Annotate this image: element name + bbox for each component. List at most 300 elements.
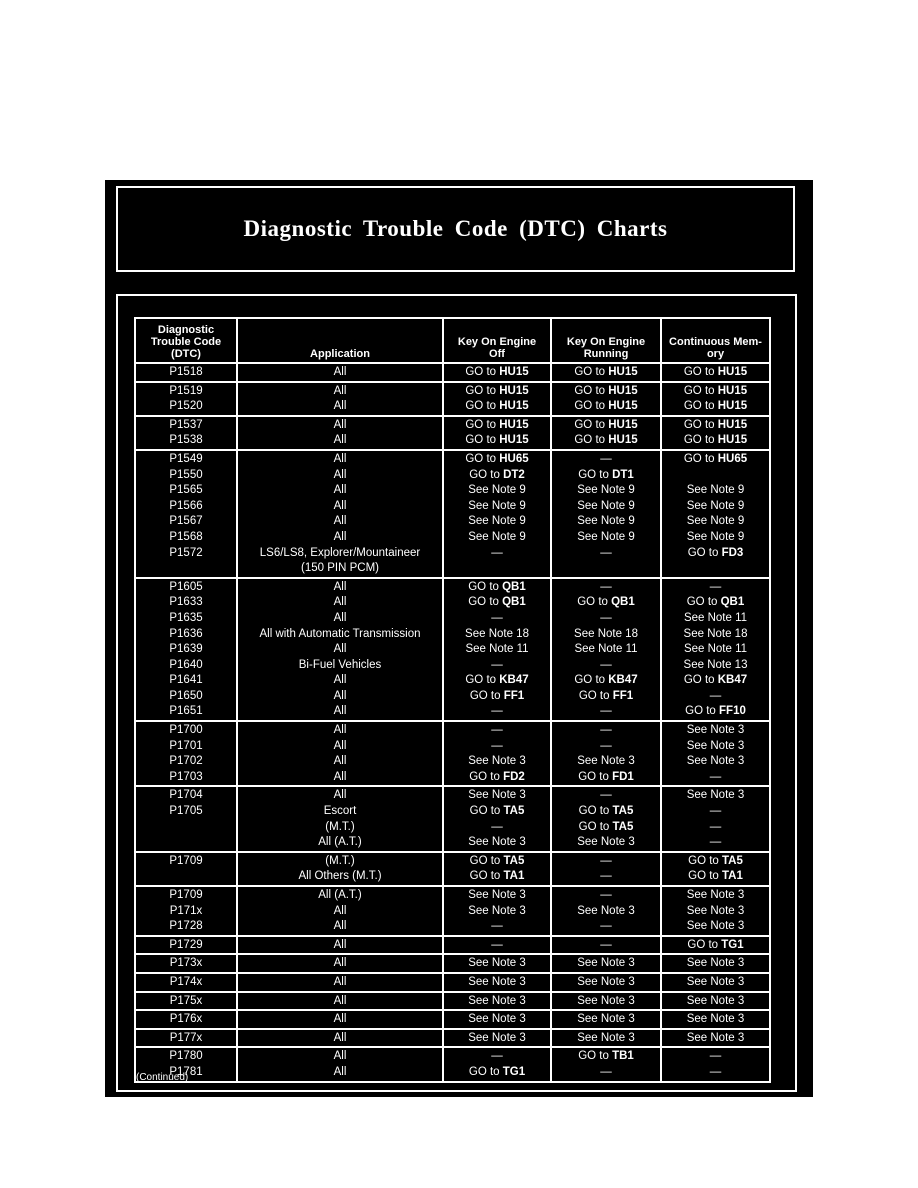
continuous-memory-cell: See Note 9 — [661, 499, 770, 515]
application-cell: All — [237, 1047, 443, 1065]
table-row — [135, 673, 770, 689]
continuous-memory-cell: See Note 3 — [661, 919, 770, 936]
go-to-label: GO to — [469, 689, 504, 702]
dtc-code-cell: P1537 — [135, 416, 237, 434]
header-koeo — [443, 318, 551, 363]
dtc-code-cell: P176x — [135, 1010, 237, 1029]
koer-cell: — — [551, 919, 661, 936]
procedure-reference: HU15 — [608, 366, 638, 378]
dtc-group — [135, 1029, 770, 1048]
go-to-label: GO to — [574, 400, 609, 413]
application-cell: All — [237, 450, 443, 468]
application-cell: All — [237, 595, 443, 611]
go-to-label: GO to — [683, 674, 718, 687]
continuous-memory-cell: See Note 3 — [661, 786, 770, 804]
procedure-reference: FF1 — [503, 689, 525, 702]
koer-cell: — — [551, 658, 661, 674]
procedure-reference: DT1 — [612, 468, 634, 481]
koer-cell — [551, 595, 661, 611]
table-row — [135, 450, 770, 468]
table-row — [135, 770, 770, 787]
koer-cell: See Note 3 — [551, 835, 661, 852]
continuous-memory-cell: — — [661, 1065, 770, 1082]
header-continuous-memory — [661, 318, 770, 363]
procedure-reference: TG1 — [502, 1065, 526, 1078]
dtc-code-cell: P1520 — [135, 399, 237, 416]
continuous-memory-cell: See Note 9 — [661, 530, 770, 546]
go-to-label: GO to — [574, 384, 609, 397]
table-row — [135, 363, 770, 382]
go-to-label: GO to — [578, 820, 613, 833]
procedure-reference: HU65 — [717, 452, 748, 465]
application-cell: All — [237, 704, 443, 721]
application-cell: All Others (M.T.) — [237, 869, 443, 886]
koer-cell: See Note 9 — [551, 499, 661, 515]
koer-cell — [551, 468, 661, 484]
continuous-memory-cell: See Note 9 — [661, 483, 770, 499]
table-row — [135, 936, 770, 955]
koeo-cell: — — [443, 658, 551, 674]
koeo-cell: — — [443, 704, 551, 721]
procedure-reference: KB47 — [608, 674, 638, 687]
procedure-reference: HU15 — [499, 400, 529, 413]
application-cell: All — [237, 904, 443, 920]
dtc-code-cell: P1728 — [135, 919, 237, 936]
dtc-code-cell — [135, 835, 237, 852]
table-row — [135, 689, 770, 705]
header-koeo-line: Off — [489, 348, 505, 360]
continuous-memory-cell — [661, 595, 770, 611]
procedure-reference: TA1 — [722, 870, 743, 883]
table-row — [135, 658, 770, 674]
table-row — [135, 954, 770, 973]
continuous-memory-cell: — — [661, 689, 770, 705]
application-cell: All (A.T.) — [237, 835, 443, 852]
dtc-code-cell — [135, 869, 237, 886]
dtc-code-cell: P1705 — [135, 804, 237, 820]
dtc-code-cell: P1709 — [135, 886, 237, 904]
application-cell: All — [237, 689, 443, 705]
application-cell: All — [237, 363, 443, 382]
procedure-reference: KB47 — [717, 674, 748, 687]
koeo-cell: See Note 3 — [443, 754, 551, 770]
koeo-cell: — — [443, 820, 551, 836]
koer-cell: See Note 3 — [551, 1029, 661, 1048]
dtc-group — [135, 1047, 770, 1081]
koeo-cell: See Note 3 — [443, 973, 551, 992]
application-cell: LS6/LS8, Explorer/Mountaineer — [237, 546, 443, 562]
table-row — [135, 561, 770, 578]
application-cell: All — [237, 673, 443, 689]
table-row — [135, 1029, 770, 1048]
dtc-group — [135, 954, 770, 973]
koer-cell — [551, 433, 661, 450]
dtc-code-cell: P1538 — [135, 433, 237, 450]
procedure-reference: FF10 — [719, 705, 746, 718]
procedure-reference: TA5 — [503, 854, 525, 867]
continuous-memory-cell: See Note 13 — [661, 658, 770, 674]
procedure-reference: HU15 — [608, 434, 638, 447]
dtc-code-cell: P1781 — [135, 1065, 237, 1082]
application-cell: Bi-Fuel Vehicles — [237, 658, 443, 674]
application-cell: All — [237, 992, 443, 1011]
dtc-group — [135, 886, 770, 936]
go-to-label: GO to — [465, 400, 500, 413]
dtc-group — [135, 852, 770, 886]
procedure-reference: HU15 — [717, 400, 748, 413]
koer-cell — [551, 416, 661, 434]
continuous-memory-cell — [661, 382, 770, 400]
koer-cell: See Note 3 — [551, 954, 661, 973]
go-to-label: GO to — [469, 805, 504, 818]
go-to-label: GO to — [683, 418, 718, 431]
go-to-label: GO to — [574, 674, 609, 687]
dtc-code-cell: P177x — [135, 1029, 237, 1048]
table-row — [135, 886, 770, 904]
go-to-label: GO to — [465, 384, 500, 397]
koeo-cell: See Note 9 — [443, 483, 551, 499]
application-cell: All (A.T.) — [237, 886, 443, 904]
koer-cell: See Note 3 — [551, 973, 661, 992]
procedure-reference: HU15 — [499, 434, 529, 447]
koeo-cell: See Note 3 — [443, 992, 551, 1011]
application-cell: All — [237, 416, 443, 434]
koeo-cell: See Note 3 — [443, 886, 551, 904]
koeo-cell — [443, 689, 551, 705]
koeo-cell: See Note 3 — [443, 1010, 551, 1029]
application-cell: All — [237, 1029, 443, 1048]
table-header-row — [135, 318, 770, 363]
koeo-cell: See Note 3 — [443, 904, 551, 920]
procedure-reference: FD3 — [721, 546, 744, 559]
go-to-label: GO to — [469, 468, 504, 481]
koer-cell: — — [551, 611, 661, 627]
table-row — [135, 468, 770, 484]
go-to-label: GO to — [465, 434, 500, 447]
koeo-cell: See Note 9 — [443, 514, 551, 530]
header-koer-line: Running — [583, 348, 629, 360]
table-row — [135, 399, 770, 416]
table-row — [135, 786, 770, 804]
dtc-code-cell: P175x — [135, 992, 237, 1011]
dtc-group — [135, 973, 770, 992]
dtc-code-cell: P1729 — [135, 936, 237, 955]
application-cell: All — [237, 1010, 443, 1029]
dtc-code-cell: P173x — [135, 954, 237, 973]
application-cell: All — [237, 530, 443, 546]
koeo-cell — [443, 450, 551, 468]
go-to-label: GO to — [687, 546, 722, 559]
title-banner — [116, 186, 795, 272]
procedure-reference: HU65 — [499, 452, 529, 465]
table-row — [135, 627, 770, 643]
koer-cell — [551, 770, 661, 787]
dtc-code-cell: P1651 — [135, 704, 237, 721]
koeo-cell: — — [443, 546, 551, 562]
table-row — [135, 595, 770, 611]
koer-cell — [551, 804, 661, 820]
header-application: Application — [237, 318, 443, 363]
table-row — [135, 416, 770, 434]
dtc-code-cell: P1709 — [135, 852, 237, 870]
continuous-memory-cell — [661, 936, 770, 955]
go-to-label: GO to — [578, 1050, 613, 1063]
continuous-memory-cell: — — [661, 820, 770, 836]
koer-cell: — — [551, 704, 661, 721]
application-cell: All — [237, 578, 443, 596]
continuous-memory-cell: See Note 3 — [661, 954, 770, 973]
dtc-group — [135, 992, 770, 1011]
dtc-code-cell — [135, 820, 237, 836]
application-cell: All — [237, 936, 443, 955]
continuous-memory-cell: — — [661, 804, 770, 820]
go-to-label: GO to — [469, 870, 504, 883]
dtc-code-cell: P1605 — [135, 578, 237, 596]
table-row — [135, 973, 770, 992]
koeo-cell — [443, 852, 551, 870]
koeo-cell: — — [443, 721, 551, 739]
continuous-memory-cell: See Note 3 — [661, 992, 770, 1011]
procedure-reference: HU15 — [717, 434, 748, 447]
table-row — [135, 904, 770, 920]
koeo-cell: — — [443, 1047, 551, 1065]
go-to-label: GO to — [574, 366, 609, 378]
header-cm-line: ory — [706, 348, 725, 360]
koeo-cell — [443, 770, 551, 787]
table-row — [135, 852, 770, 870]
continuous-memory-cell: See Note 18 — [661, 627, 770, 643]
table-row — [135, 578, 770, 596]
dtc-group — [135, 1010, 770, 1029]
dtc-group — [135, 578, 770, 721]
procedure-reference: QB1 — [502, 596, 526, 609]
dtc-code-cell: P1566 — [135, 499, 237, 515]
dtc-code-cell: P1701 — [135, 739, 237, 755]
header-koer-line: Key On Engine — [566, 336, 646, 348]
koer-cell — [551, 689, 661, 705]
go-to-label: GO to — [683, 434, 718, 447]
procedure-reference: KB47 — [499, 674, 529, 687]
koer-cell: — — [551, 936, 661, 955]
koeo-cell: See Note 11 — [443, 642, 551, 658]
table-row — [135, 1047, 770, 1065]
procedure-reference: FD2 — [503, 770, 525, 783]
continuous-memory-cell: See Note 3 — [661, 1010, 770, 1029]
dtc-code-cell: P1641 — [135, 673, 237, 689]
go-to-label: GO to — [465, 366, 500, 378]
procedure-reference: HU15 — [499, 366, 529, 378]
table-row — [135, 754, 770, 770]
koer-cell: See Note 3 — [551, 1010, 661, 1029]
application-cell: All — [237, 433, 443, 450]
dtc-code-cell: P1639 — [135, 642, 237, 658]
application-cell: All — [237, 514, 443, 530]
koer-cell — [551, 1047, 661, 1065]
dtc-code-cell: P1550 — [135, 468, 237, 484]
dtc-code-cell: P1518 — [135, 363, 237, 382]
header-koer — [551, 318, 661, 363]
application-cell: All with Automatic Transmission — [237, 627, 443, 643]
koeo-cell: — — [443, 611, 551, 627]
table-row — [135, 382, 770, 400]
continuous-memory-cell: See Note 3 — [661, 886, 770, 904]
header-cm-line: Continuous Mem- — [669, 336, 762, 348]
koer-cell: See Note 18 — [551, 627, 661, 643]
table-row — [135, 1010, 770, 1029]
application-cell: All — [237, 770, 443, 787]
table-row — [135, 1065, 770, 1082]
continuous-memory-cell: See Note 3 — [661, 1029, 770, 1048]
table-row — [135, 820, 770, 836]
continuous-memory-cell — [661, 546, 770, 562]
continuous-memory-cell — [661, 869, 770, 886]
procedure-reference: HU15 — [499, 418, 529, 431]
dtc-code-cell: P1780 — [135, 1047, 237, 1065]
go-to-label: GO to — [465, 452, 500, 465]
table-row — [135, 546, 770, 562]
go-to-label: GO to — [578, 468, 613, 481]
continuous-memory-cell: — — [661, 835, 770, 852]
go-to-label: GO to — [465, 418, 500, 431]
koeo-cell: — — [443, 936, 551, 955]
koer-cell — [551, 673, 661, 689]
go-to-label: GO to — [468, 596, 503, 609]
koeo-cell: — — [443, 739, 551, 755]
koer-cell: — — [551, 1065, 661, 1082]
application-cell: All — [237, 483, 443, 499]
continuous-memory-cell — [661, 416, 770, 434]
go-to-label: GO to — [685, 705, 720, 718]
table-row — [135, 721, 770, 739]
table-row — [135, 514, 770, 530]
koeo-cell — [443, 561, 551, 578]
continuous-memory-cell: See Note 11 — [661, 611, 770, 627]
koeo-cell — [443, 804, 551, 820]
application-cell: All — [237, 739, 443, 755]
go-to-label: GO to — [578, 805, 613, 818]
go-to-label: GO to — [577, 596, 612, 609]
procedure-reference: HU15 — [608, 418, 638, 431]
dtc-group — [135, 363, 770, 382]
dtc-code-cell: P1565 — [135, 483, 237, 499]
dtc-code-cell: P1700 — [135, 721, 237, 739]
continuous-memory-cell — [661, 852, 770, 870]
koer-cell: See Note 9 — [551, 483, 661, 499]
table-row — [135, 530, 770, 546]
koer-cell: — — [551, 546, 661, 562]
continuous-memory-cell — [661, 399, 770, 416]
koer-cell: — — [551, 869, 661, 886]
dtc-code-cell: P1650 — [135, 689, 237, 705]
application-cell: All — [237, 954, 443, 973]
koeo-cell — [443, 416, 551, 434]
go-to-label: GO to — [688, 870, 722, 883]
koeo-cell: See Note 18 — [443, 627, 551, 643]
continuous-memory-cell — [661, 450, 770, 468]
koer-cell: — — [551, 739, 661, 755]
koer-cell: See Note 3 — [551, 754, 661, 770]
application-cell: Escort — [237, 804, 443, 820]
dtc-group — [135, 721, 770, 786]
go-to-label: GO to — [574, 434, 609, 447]
application-cell: All — [237, 468, 443, 484]
continuous-memory-cell — [661, 468, 770, 484]
application-cell: (150 PIN PCM) — [237, 561, 443, 578]
procedure-reference: HU15 — [717, 384, 748, 397]
application-cell: All — [237, 919, 443, 936]
continuous-memory-cell: See Note 3 — [661, 721, 770, 739]
dtc-code-cell: P1572 — [135, 546, 237, 562]
procedure-reference: HU15 — [499, 384, 529, 397]
continuous-memory-cell — [661, 704, 770, 721]
go-to-label: GO to — [688, 854, 722, 867]
application-cell: All — [237, 721, 443, 739]
koer-cell: See Note 3 — [551, 992, 661, 1011]
continuous-memory-cell: See Note 9 — [661, 514, 770, 530]
procedure-reference: TA5 — [612, 820, 634, 833]
procedure-reference: TA1 — [503, 870, 525, 883]
koer-cell: See Note 9 — [551, 530, 661, 546]
application-cell: All — [237, 499, 443, 515]
go-to-label: GO to — [578, 770, 613, 783]
continuous-memory-cell: — — [661, 770, 770, 787]
dtc-group — [135, 936, 770, 955]
koeo-cell — [443, 363, 551, 382]
procedure-reference: HU15 — [608, 384, 638, 397]
dtc-code-cell: P174x — [135, 973, 237, 992]
koeo-cell: See Note 3 — [443, 835, 551, 852]
koer-cell — [551, 820, 661, 836]
application-cell: All — [237, 1065, 443, 1082]
koeo-cell — [443, 399, 551, 416]
application-cell: (M.T.) — [237, 852, 443, 870]
header-dtc — [135, 318, 237, 363]
table-row — [135, 804, 770, 820]
page-title: Diagnostic Trouble Code (DTC) Charts — [243, 216, 668, 241]
dtc-group — [135, 382, 770, 416]
koeo-cell: See Note 3 — [443, 1029, 551, 1048]
go-to-label: GO to — [687, 938, 722, 951]
continuous-memory-cell: — — [661, 578, 770, 596]
dtc-code-cell — [135, 561, 237, 578]
go-to-label: GO to — [686, 596, 721, 609]
koer-cell: — — [551, 886, 661, 904]
header-koeo-line: Key On Engine — [457, 336, 537, 348]
dtc-code-cell: P1635 — [135, 611, 237, 627]
koer-cell — [551, 382, 661, 400]
koer-cell: — — [551, 852, 661, 870]
koeo-cell: See Note 9 — [443, 530, 551, 546]
go-to-label: GO to — [469, 854, 504, 867]
dtc-code-cell: P1640 — [135, 658, 237, 674]
application-cell: All — [237, 642, 443, 658]
dtc-code-cell: P1519 — [135, 382, 237, 400]
table-row — [135, 433, 770, 450]
table-row — [135, 869, 770, 886]
procedure-reference: QB1 — [611, 596, 635, 609]
koeo-cell — [443, 382, 551, 400]
koeo-cell — [443, 595, 551, 611]
dtc-group — [135, 786, 770, 851]
go-to-label: GO to — [468, 1065, 503, 1078]
dtc-group — [135, 416, 770, 450]
continuous-memory-cell: — — [661, 1047, 770, 1065]
procedure-reference: QB1 — [502, 580, 526, 593]
table-row — [135, 919, 770, 936]
go-to-label: GO to — [683, 366, 718, 378]
continuous-memory-cell: See Note 3 — [661, 739, 770, 755]
go-to-label: GO to — [578, 689, 613, 702]
